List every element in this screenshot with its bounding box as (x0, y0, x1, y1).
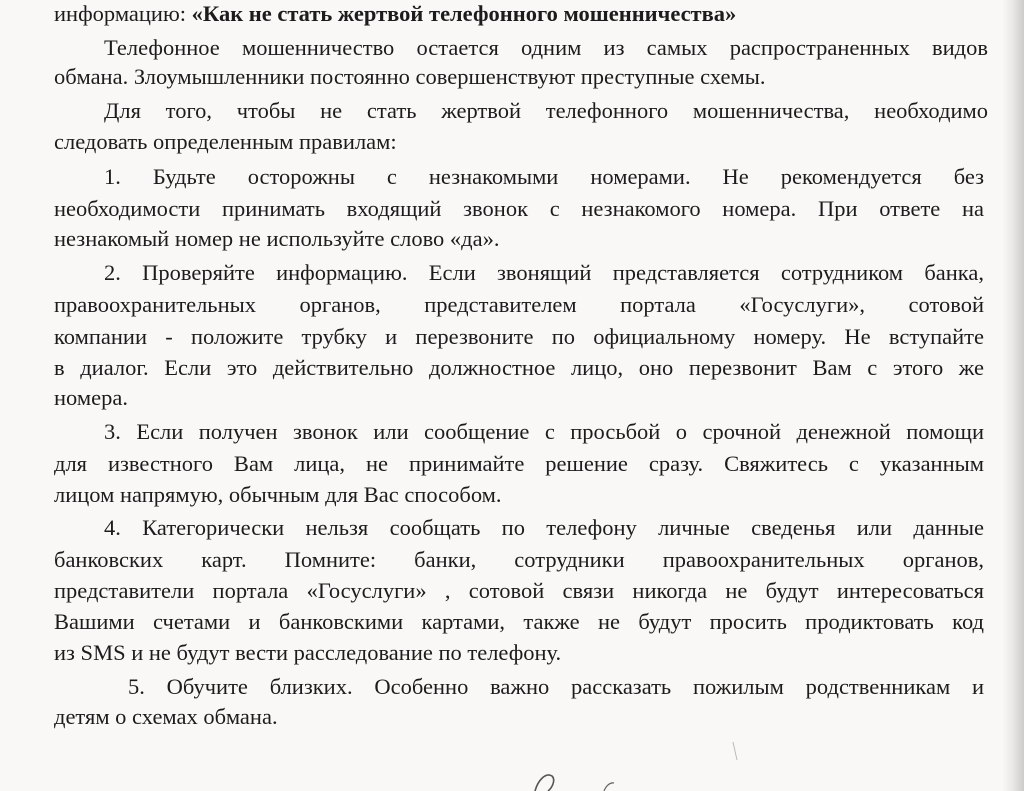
intro-line-1: Телефонное мошенничество остается одним из самых распространенных видов (104, 35, 988, 60)
rule-4-line-3: представители портала «Госуслуги» , сотовой связи никогда не будут интересоваться (54, 578, 984, 603)
rule-2-line-3: компании - положите трубку и перезвоните по официальному номеру. Не вступайте (54, 324, 984, 349)
rule-5-line-1: 5. Обучите близких. Особенно важно рассказать пожилым родственникам и (128, 674, 984, 699)
rule-3-line-2: для известного Вам лица, не принимайте решение сразу. Свяжитесь с указанным (54, 451, 984, 476)
lead-line-2: следовать определенным правилам: (54, 129, 397, 154)
rule-3-line-1: 3. Если получен звонок или сообщение с просьбой о срочной денежной помощи (104, 419, 984, 444)
rule-1-line-3: незнакомый номер не используйте слово «да». (54, 226, 500, 251)
lead-line-1: Для того, чтобы не стать жертвой телефонного мошенничества, необходимо (104, 98, 988, 123)
rule-1-line-2: необходимости принимать входящий звонок с незнакомого номера. При ответе на (54, 196, 984, 221)
rule-2-line-5: номера. (54, 385, 128, 410)
intro-line-2: обмана. Злоумышленники постоянно совершенствуют преступные схемы. (54, 64, 766, 89)
rule-2-line-2: правоохранительных органов, представителем портала «Госуслуги», сотовой (54, 292, 984, 317)
heading-prefix: информацию: (54, 1, 192, 26)
rule-4-line-2: банковских карт. Помните: банки, сотрудники правоохранительных органов, (54, 547, 984, 572)
heading-title: «Как не стать жертвой телефонного мошенничества» (191, 1, 737, 26)
rule-1-line-1: 1. Будьте осторожны с незнакомыми номерами. Не рекомендуется без (104, 164, 984, 189)
rule-4-line-1: 4. Категорически нельзя сообщать по телефону личные сведенья или данные (104, 515, 984, 540)
rule-4-line-4: Вашими счетами и банковскими картами, также не будут просить продиктовать код (54, 609, 984, 634)
rule-5-line-2: детям о схемах обмана. (54, 704, 278, 729)
rule-3-line-3: лицом напрямую, обычным для Вас способом. (54, 482, 502, 507)
rule-2-line-1: 2. Проверяйте информацию. Если звонящий представляется сотрудником банка, (104, 260, 984, 285)
rule-4-line-5: из SMS и не будут вести расследование по телефону. (54, 640, 562, 665)
rule-2-line-4: в диалог. Если это действительно должностное лицо, оно перезвонит Вам с этого же (54, 355, 984, 380)
page-edge-shadow (1002, 0, 1024, 791)
